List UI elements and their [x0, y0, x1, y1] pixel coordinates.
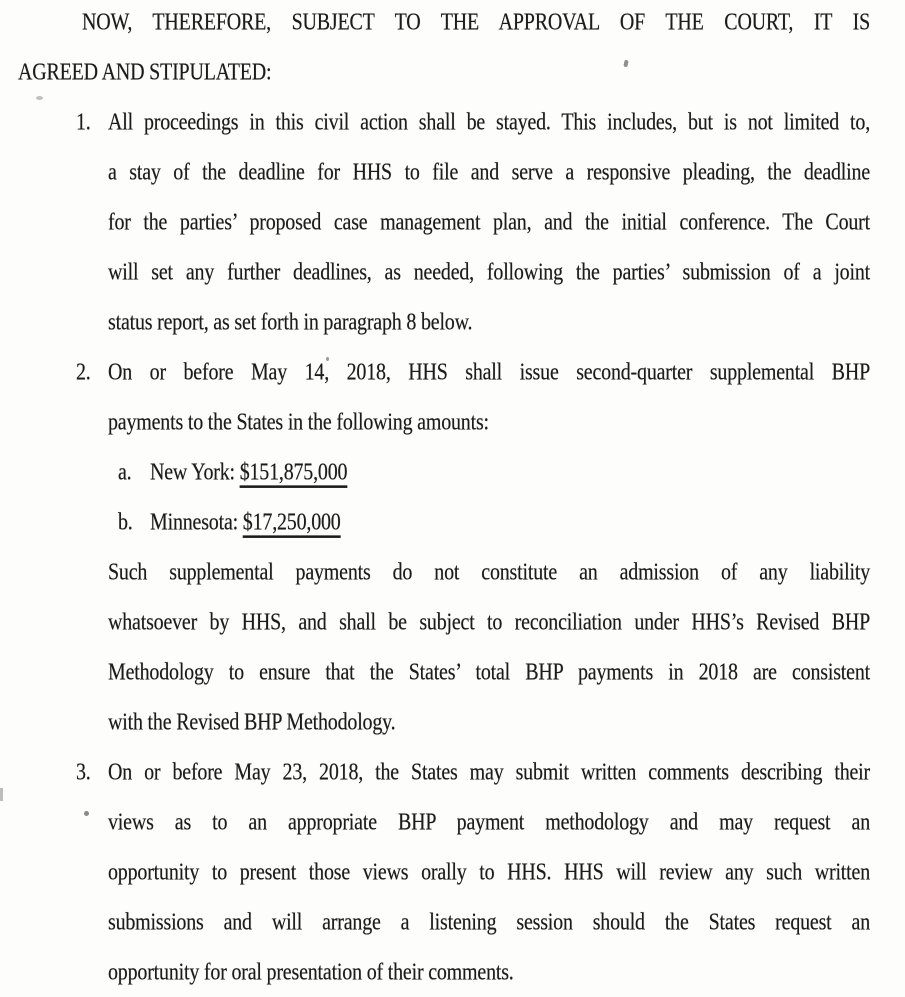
item-2-text: On or before May 14, 2018, HHS shall issue second-quarter supplemental BHP [108, 358, 870, 386]
subitem-a-label: New York: [150, 458, 240, 486]
item-3-line-5: opportunity for oral presentation of their comments. [108, 958, 514, 986]
scan-speck [0, 788, 3, 801]
item-3-line-3: opportunity to present those views orally to HHS. HHS will review any such written [108, 858, 870, 886]
item-3-line-2: views as to an appropriate BHP payment methodology and may request an [108, 808, 870, 836]
item-1-line-4: will set any further deadlines, as needed, following the parties’ submission of a joint [108, 258, 870, 286]
item-1-line-5: status report, as set forth in paragraph 8 below. [108, 308, 473, 336]
item-1-text: All proceedings in this civil action shall be stayed. This includes, but is not limited to, [108, 108, 870, 136]
item-3-number: 3. [76, 758, 91, 786]
subitem-b-amount-underlined: $17,250,000 [242, 508, 341, 536]
intro-line-1: NOW, THEREFORE, SUBJECT TO THE APPROVAL OF THE COURT, IT IS [82, 8, 870, 36]
subitem-a-letter: a. [118, 458, 132, 486]
item-2-line-2: payments to the States in the following amounts: [108, 408, 489, 436]
item-1-line-2: a stay of the deadline for HHS to file and serve a responsive pleading, the deadline [108, 158, 870, 186]
subitem-b-label: Minnesota: [150, 508, 243, 536]
item-1-number: 1. [76, 108, 91, 136]
item-3-text: On or before May 23, 2018, the States may submit written comments describing their [108, 758, 870, 786]
intro-line-2: AGREED AND STIPULATED: [18, 58, 272, 86]
item-3-line-4: submissions and will arrange a listening session should the States request an [108, 908, 870, 936]
item-2-number: 2. [76, 358, 91, 386]
item-2-cont-line-2: whatsoever by HHS, and shall be subject to reconciliation under HHS’s Revised BHP [108, 608, 870, 636]
item-2-cont-line-1: Such supplemental payments do not constitute an admission of any liability [108, 558, 870, 586]
subitem-b-letter: b. [118, 508, 133, 536]
item-1-line-3: for the parties’ proposed case management plan, and the initial conference. The Court [108, 208, 870, 236]
item-2-cont-line-3: Methodology to ensure that the States’ total BHP payments in 2018 are consistent [108, 658, 870, 686]
item-2-cont-line-4: with the Revised BHP Methodology. [108, 708, 396, 736]
subitem-a-amount-underlined: $151,875,000 [239, 458, 348, 486]
